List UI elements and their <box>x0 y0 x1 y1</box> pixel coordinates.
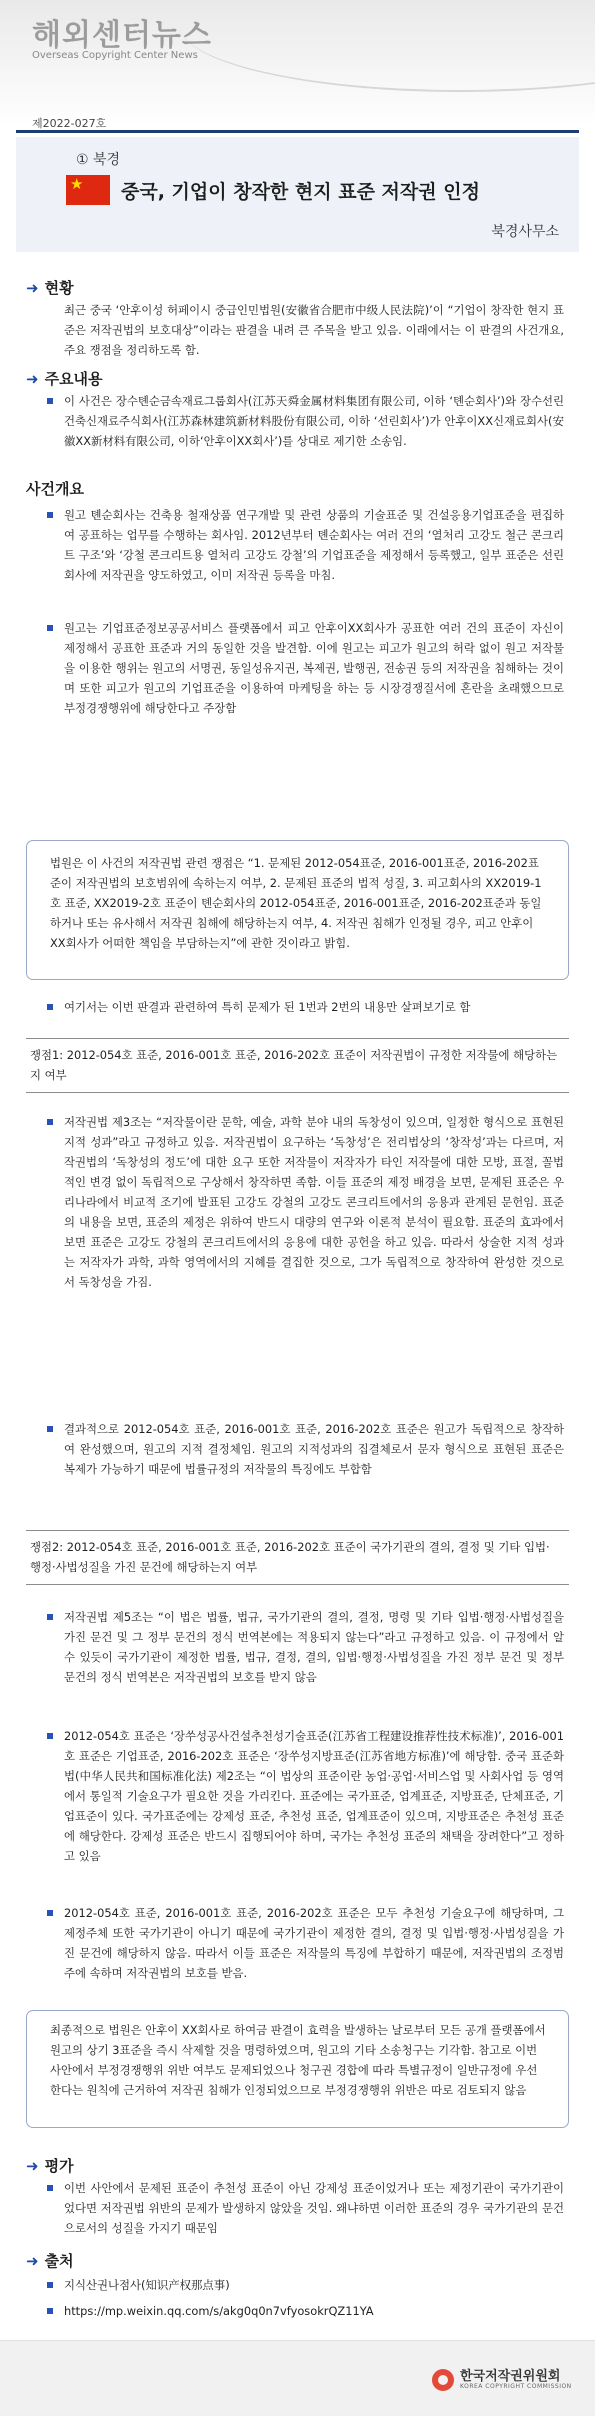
issue1-paragraph-1: 저작권법 제3조는 “저작물이란 문학, 예술, 과학 분야 내의 독창성이 있으며, 일정한 형식으로 표현된 지적 성과”라고 규정하고 있음. 저작권법이 요구하는 ‘독창성’은 전리법상의 ‘창작성’과는 다르며, 저작권법의 ‘독창성의 정도’에 대한 요구 또한 저작물이 저작자가 타인 저작물에 대한 모방, 표절, 꼴법적인 변경 없이 독립적으로 구상해서 창작하면 족함. 이들 표준의 제정 배경을 보면, 문제된 표준은 우리나라에서 비교적 조기에 발표된 고강도 강철의 고강도 콘크리트에서의 응용과 관계된 문헌임. 표준의 내용을 보면, 표준의 제정은 위하여 반드시 대량의 연구와 이론적 분석이 필요함. 표준의 효과에서 보면 표준은 고강도 강철의 콘크리트에서의 응용에 대한 공헌을 하고 있음. 따라서 상술한 지적 성과는 저작자가 과학, 과학 영역에서의 지혜를 결집한 것으로, 그가 독립적으로 창작하여 완성한 것으로서 독창성을 가짐. <box>64 1115 564 1289</box>
commission-name-en: KOREA COPYRIGHT COMMISSION <box>460 2383 572 2390</box>
section-arrow-icon: ➜ <box>26 2252 39 2270</box>
article-headline: 중국, 기업이 창작한 현지 표준 저작권 인정 <box>121 181 480 203</box>
section-arrow-icon: ➜ <box>26 279 39 297</box>
masthead <box>0 0 595 125</box>
section-heading-evaluation: ➜ 평가 <box>26 2157 74 2175</box>
issue2-title: 쟁점2: 2012-054호 표준, 2016-001호 표준, 2016-202호 표준이 국가기관의 결의, 결정 및 기타 입법·행정·사법성질을 가진 문건에 해당하는지 여부 <box>30 1540 550 1574</box>
issue1-bottom-rule <box>26 1092 569 1093</box>
bullet-icon <box>47 1119 53 1125</box>
evaluation-paragraph: 이번 사안에서 문제된 표준이 추천성 표준이 아닌 강제성 표준이었거나 또는 제정기관이 국가기관이었다면 저작권법 위반의 문제가 발생하지 않았을 것임. 왜냐하면 이러한 표준의 경우 국가기관의 문건으로서의 성질을 가지기 때문임 <box>64 2181 564 2235</box>
court-issues-text: 법원은 이 사건의 저작권법 관련 쟁점은 “1. 문제된 2012-054표준, 2016-001표준, 2016-202표준이 저작권법의 보호범위에 속하는지 여부, 2. 문제된 표준의 법적 성질, 3. 피고회사의 XX2019-1호 표준, XX2019-2호 표준이 톈순회사의 2012-054표준, 2016-001표준, 2016-202표준과 동일하거나 또는 유사해서 저작권 침해에 해당하는지 여부, 4. 저작권 침해가 인정될 경우, 피고 안후이XX회사가 어떠한 책임을 부담하는지”에 관한 것이라고 밝힘. <box>50 856 542 950</box>
office-name: 북경사무소 <box>491 224 559 240</box>
header-divider <box>16 130 579 133</box>
subheading-overview: 사건개요 <box>26 480 84 498</box>
focus-note: 여기서는 이번 판결과 관련하여 특히 문제가 된 1번과 2번의 내용만 살펴보기로 함 <box>64 1000 471 1014</box>
bullet-icon <box>47 1426 53 1432</box>
issue2-paragraph-1: 저작권법 제5조는 “이 법은 법률, 법규, 국가기관의 결의, 결정, 명령 및 기타 입법·행정·사법성질을 가진 문건 및 그 정부 문건의 정식 번역본에는 적용되지 않는다”라고 규정하고 있음. 이 규정에서 알 수 있듯이 국가기관이 제정한 법률, 법규, 결정, 결의, 입법·행정·사법성질을 가진 정부 문건 및 정부 문건의 정식 번역본은 저작권법의 보호를 받지 않음 <box>64 1610 564 1684</box>
bullet-icon <box>47 2308 53 2314</box>
overview-paragraph-2: 원고는 기업표준정보공공서비스 플랫폼에서 피고 안후이XX회사가 공표한 여러 건의 표준이 자신이 제정해서 공표한 표준과 거의 동일한 것을 발견함. 이에 원고는 피고가 원고의 허락 없이 원고 저작물을 이용한 행위는 원고의 서명권, 동일성유지권, 복제권, 발행권, 전송권 등의 저작권을 침해하는 것이며 또한 피고가 원고의 기업표준을 이용하여 마케팅을 하는 등 시장경쟁질서에 혼란을 초래했으므로 부정경쟁행위에 해당한다고 주장함 <box>64 621 564 715</box>
section-heading-source: ➜ 출처 <box>26 2252 74 2270</box>
commission-logo-icon <box>432 2369 454 2391</box>
issue1-title: 쟁점1: 2012-054호 표준, 2016-001호 표준, 2016-202호 표준이 저작권법이 규정한 저작물에 해당하는지 여부 <box>30 1048 558 1082</box>
source-link[interactable]: https://mp.weixin.qq.com/s/akg0q0n7vfyosokrQZ11YA <box>64 2304 374 2318</box>
issue2-paragraph-3: 2012-054호 표준, 2016-001호 표준, 2016-202호 표준은 모두 추천성 기술요구에 해당하며, 그 제정주체 또한 국가기관이 아니기 때문에 국가기관이 제정한 결의, 결정 및 입법·행정·사법성질을 가진 문건에 해당하지 않음. 따라서 이들 표준은 저작물의 특징에 부합하기 때문에, 저작권법의 조정범주에 속하며 저작권법의 보호를 받음. <box>64 1906 564 1980</box>
issue-number: 제2022-027호 <box>32 117 107 130</box>
newsletter-subtitle: Overseas Copyright Center News <box>32 50 198 61</box>
footer <box>0 2340 595 2416</box>
status-paragraph: 최근 중국 ‘안후이성 허페이시 중급인민법원(安徽省合肥市中级人民法院)’이 “기업이 창작한 현지 표준은 저작권법의 보호대상”이라는 판결을 내려 큰 주목을 받고 있음. 이래에서는 이 판결의 사건개요, 주요 쟁점을 정리하도록 함. <box>64 303 564 357</box>
bullet-icon <box>47 512 53 518</box>
bullet-icon <box>47 1004 53 1010</box>
section-arrow-icon: ➜ <box>26 370 39 388</box>
main-paragraph: 이 사건은 장수톈순금속재료그룹회사(江苏天舜金属材料集团有限公司, 이하 ‘톈순회사’)와 장수선린건축신재료주식회사(江苏森林建筑新材料股份有限公司, 이하 ‘선린회사’)가 안후이XX신재료회사(安徽XX新材料有限公司, 이하‘안후이XX회사’)를 상대로 제기한 소송임. <box>64 394 564 448</box>
section-heading-status: ➜ 현황 <box>26 279 74 297</box>
bullet-icon <box>47 1733 53 1739</box>
bullet-icon <box>47 398 53 404</box>
article-category: ① 북경 <box>76 152 121 168</box>
overview-paragraph-1: 원고 톈순회사는 건축용 철재상품 연구개발 및 관련 상품의 기술표준 및 건설응용기업표준을 편집하여 공표하는 업무를 수행하는 회사임. 2012년부터 톈순회사는 여러 건의 ‘열처리 고강도 철근 콘크리트 구조’와 ‘강철 콘크리트용 열처리 고강도 강철’의 기업표준을 제정해서 등록했고, 일부 표준은 선린회사에 저작권을 양도하였고, 이미 저작권 등록을 마침. <box>64 508 564 582</box>
section-heading-main: ➜ 주요내용 <box>26 370 103 388</box>
issue1-top-rule <box>26 1038 569 1039</box>
issue2-paragraph-2: 2012-054호 표준은 ‘장쑤성공사건설추천성기술표준(江苏省工程建设推荐性技术标准)’, 2016-001호 표준은 기업표준, 2016-202호 표준은 ‘장쑤성지방표준(江苏省地方标准)’에 해당함. 중국 표준화법(中华人民共和国标准化法) 제2조는 “이 법상의 표준이란 농업·공업·서비스업 및 사회사업 등 영역에서 통일적 기술요구가 필요한 것을 가리킨다. 표준에는 국가표준, 업계표준, 지방표준, 단체표준, 기업표준이 있다. 국가표준에는 강제성 표준, 추천성 표준, 업계표준이 있으며, 지방표준은 추천성 표준에 해당한다. 강제성 표준은 반드시 집행되어야 하며, 국가는 추천성 표준의 채택을 장려한다”고 정하고 있음 <box>64 1729 564 1863</box>
article-header <box>16 137 579 252</box>
bullet-icon <box>47 1614 53 1620</box>
issue1-paragraph-2: 결과적으로 2012-054호 표준, 2016-001호 표준, 2016-202호 표준은 원고가 독립적으로 창작하여 완성했으며, 원고의 지적 결정체임. 원고의 지적성과의 집결체로서 문자 형식으로 표현된 표준은 복제가 가능하기 때문에 법률규정의 저작물의 특징에도 부합함 <box>64 1422 564 1476</box>
newsletter-title: 해외센터뉴스 <box>32 18 212 53</box>
masthead-decoration <box>180 0 595 92</box>
source-name: 지식산권나점사(知识产权那点事) <box>64 2278 230 2292</box>
conclusion-text: 최종적으로 법원은 안후이 XX회사로 하여금 판결이 효력을 발생하는 날로부터 모든 공개 플랫폼에서 원고의 상기 3표준을 즉시 삭제할 것을 명령하였으며, 원고의 기타 소송청구는 기각함. 참고로 이번 사안에서 부정경쟁행위 위반 여부도 문제되었으나 청구권 경합에 따라 특별규정이 일반규정에 우선한다는 원칙에 근거하여 저작권 침해가 인정되었으므로 부정경쟁행위 위반은 따로 검토되지 않음 <box>50 2023 546 2097</box>
section-arrow-icon: ➜ <box>26 2157 39 2175</box>
bullet-icon <box>47 1910 53 1916</box>
commission-name: 한국저작권위원회 <box>460 2369 561 2384</box>
issue2-bottom-rule <box>26 1584 569 1585</box>
china-flag-icon: ★ <box>66 175 110 205</box>
issue2-top-rule <box>26 1530 569 1531</box>
bullet-icon <box>47 2282 53 2288</box>
bullet-icon <box>47 2185 53 2191</box>
bullet-icon <box>47 625 53 631</box>
